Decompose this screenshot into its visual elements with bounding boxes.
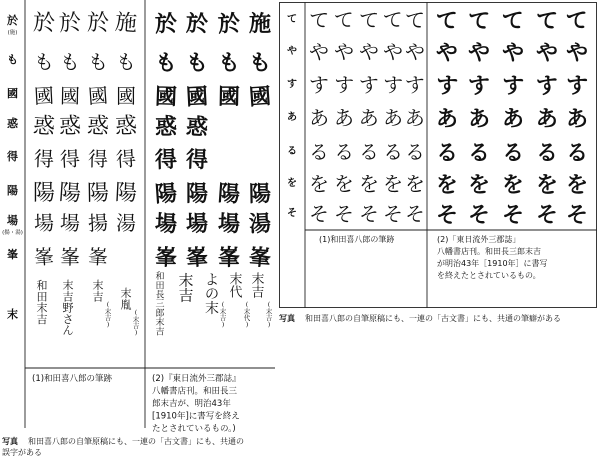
left-table-figure (0, 0, 275, 434)
left-wada-sue-note-char: ) (134, 328, 138, 337)
left-document-glyph: 峯 (217, 245, 241, 271)
right-document-glyph: て (501, 7, 525, 35)
left-wada-glyph: 場 (59, 210, 81, 236)
left-document-glyph: 得 (185, 146, 209, 174)
left-wada-glyph: 於 (32, 10, 56, 37)
left-caption-title: 写真 (2, 437, 18, 446)
right-document-glyph: あ (565, 105, 589, 133)
right-wada-glyph: す (308, 72, 330, 98)
left-document-sue-signature (251, 271, 264, 300)
left-document-glyph: 國 (217, 83, 241, 111)
right-wada-glyph: や (333, 39, 355, 65)
right-document-glyph: す (501, 72, 525, 100)
left-wada-sue-signature-char: ん (62, 324, 74, 338)
left-wada-glyph: 陽 (32, 181, 56, 206)
left-wada-glyph: 峯 (33, 244, 55, 270)
left-wada-glyph: 得 (87, 146, 109, 172)
right-document-glyph: る (435, 139, 459, 167)
right-document-glyph: や (501, 39, 525, 67)
right-document-glyph: や (565, 39, 589, 67)
left-wada-sue-signature (121, 286, 132, 311)
right-document-glyph: る (565, 139, 589, 167)
left-document-glyph: 峯 (185, 244, 209, 272)
right-wada-glyph: あ (334, 106, 354, 130)
left-wada-sue-signature-char: 吉 (36, 312, 48, 326)
left-wada-glyph: も (59, 49, 81, 75)
right-document-glyph: を (435, 171, 459, 199)
left-document-glyph: 施 (248, 11, 272, 37)
right-row-header: そ (287, 208, 297, 219)
right-wada-glyph: す (404, 72, 426, 98)
right-row-header: や (287, 46, 297, 57)
right-wada-glyph: を (382, 171, 404, 197)
right-document-glyph: や (467, 40, 491, 66)
left-document-sue-signature (205, 272, 219, 317)
left-wada-glyph: 於 (86, 11, 110, 36)
right-document-glyph: そ (501, 201, 525, 229)
left-wada-glyph: 峯 (87, 244, 109, 270)
left-wada-sue-signature-char: さ (62, 312, 74, 326)
right-document-glyph: あ (535, 105, 559, 133)
left-document-sue-note-char: ) (267, 320, 271, 329)
left-row-header: 場 (7, 214, 18, 227)
left-wada-glyph: 國 (116, 84, 136, 108)
left-document-glyph: 峯 (248, 244, 272, 272)
left-document-glyph: 惑 (154, 114, 178, 140)
left-wada-sue-signature-char: 田 (36, 290, 48, 304)
left-wada-sue-signature-char: 胤 (120, 298, 132, 312)
left-document-glyph: 得 (154, 146, 178, 174)
right-wada-glyph: を (308, 171, 330, 197)
left-wada-glyph: 陽 (86, 180, 110, 207)
right-document-glyph: て (435, 7, 459, 35)
left-document-sue-note (244, 301, 251, 329)
right-document-glyph: す (467, 72, 491, 100)
left-document-sue-note-char: 末 (265, 307, 273, 316)
left-wada-sue-note-char: 末 (104, 307, 112, 316)
right-row-header: す (287, 79, 297, 90)
left-caption-line2: 誤字がある (2, 448, 42, 457)
right-wada-glyph: て (333, 7, 355, 33)
left-wada-glyph: 湯 (115, 210, 137, 236)
left-wada-kihachiro-glyphs (32, 10, 138, 269)
right-wada-glyph: て (358, 7, 380, 33)
left-wada-sue-signature-char: 末 (36, 301, 48, 315)
left-document-glyph: 場 (154, 210, 178, 238)
left-wada-glyph: も (87, 49, 109, 75)
left-document-sue-signature (155, 271, 164, 337)
left-wada-glyph: 場 (33, 210, 55, 236)
right-wada-glyph: や (382, 39, 404, 65)
left-wada-glyph: 得 (33, 146, 55, 172)
left-document-sue-signature-char: 郎 (155, 308, 165, 319)
right-wada-glyph: や (404, 39, 426, 65)
left-document-glyph: も (217, 49, 241, 77)
left-wada-glyph: 施 (114, 10, 138, 37)
right-document-glyph: そ (535, 201, 559, 229)
left-wada-sue-note (105, 301, 112, 329)
right-wada-glyph: や (309, 40, 329, 64)
right-document-glyph: す (565, 72, 589, 100)
left-footer-handwriting-label: (1)和田喜八郎の筆跡 (32, 374, 113, 384)
left-document-sue-signature-char: よ (205, 272, 219, 289)
left-document-sue-signature-char: 和 (155, 272, 165, 283)
right-wada-glyph: あ (404, 105, 426, 131)
right-document-glyph: や (435, 39, 459, 67)
left-row-header: 陽 (7, 184, 18, 197)
left-document-glyph: 於 (154, 10, 178, 38)
left-wada-sue-signature-char: 吉 (92, 290, 104, 304)
right-document-glyph: そ (565, 201, 589, 229)
left-wada-sue-note-char: 吉 (132, 321, 140, 330)
left-wada-glyph: 惑 (32, 113, 56, 140)
right-row-header: を (287, 178, 297, 189)
left-document-sue-signatures (155, 271, 272, 337)
left-row-header-sub: (施) (7, 30, 18, 36)
right-document-glyph: を (467, 171, 491, 199)
left-wada-glyph: 得 (59, 146, 81, 172)
left-document-sue-signature-char: 田 (155, 281, 165, 292)
left-footer-source-line: (2)『東日流外三郡誌』 (152, 374, 241, 384)
right-wada-glyph: あ (358, 105, 380, 131)
right-tsugaru-document-glyphs (435, 7, 589, 228)
left-document-sue-note-char: 末 (243, 307, 251, 316)
right-photo-caption (279, 313, 561, 324)
right-footer-handwriting-label: (1)和田喜八郎の筆跡 (319, 235, 395, 244)
left-footer-source-line: たとされているもの。) (152, 424, 236, 434)
left-document-sue-signature (229, 271, 242, 300)
right-document-glyph: そ (435, 201, 459, 229)
left-wada-sue-note-char: ( (134, 308, 138, 317)
left-wada-sue-signature-char: 末 (62, 279, 74, 293)
right-wada-glyph: あ (382, 105, 404, 131)
left-wada-glyph: 於 (58, 10, 82, 37)
right-caption-title: 写真 (279, 314, 295, 323)
left-row-header: 國 (7, 87, 18, 100)
left-document-glyph: 場 (217, 210, 241, 238)
left-document-glyph: 陽 (217, 180, 241, 208)
left-wada-sue-signature-char: 末 (92, 279, 104, 293)
right-wada-glyph: あ (308, 105, 330, 131)
left-wada-glyph: 得 (115, 146, 137, 172)
left-wada-glyph: 國 (59, 83, 81, 109)
left-wada-sue-signature-char: 和 (36, 279, 48, 293)
right-wada-kihachiro-glyphs (308, 7, 426, 226)
left-document-glyph: 國 (248, 83, 272, 111)
left-wada-glyph: 揚 (87, 210, 109, 236)
left-wada-sue-note-char: 末 (132, 315, 140, 324)
right-caption-line1: 和田喜八郎の自筆原稿にも、一連の「古文書」にも、共通の筆癖がある (305, 314, 561, 323)
left-wada-glyph: 惑 (114, 113, 138, 140)
left-wada-sue-note (133, 309, 140, 337)
right-wada-glyph: る (382, 139, 404, 165)
right-wada-glyph: を (404, 171, 426, 197)
left-document-glyph: 陽 (154, 180, 178, 208)
left-document-glyph: 場 (185, 210, 209, 238)
right-wada-glyph: て (405, 8, 425, 32)
left-row-header: 於 (7, 14, 18, 27)
left-wada-sue-signature-char: 吉 (62, 290, 74, 304)
left-document-sue-note (220, 301, 227, 329)
left-document-sue-note-char: ) (245, 320, 249, 329)
left-document-sue-signature-char: 末 (155, 318, 165, 329)
right-wada-glyph: そ (308, 201, 330, 227)
right-footer-source-line: を終えたとされているもの。 (437, 271, 541, 280)
left-document-sue-signature-char: 末 (229, 272, 243, 288)
left-document-sue-note-char: 吉 (219, 313, 227, 322)
left-row-header: 惑 (7, 117, 18, 130)
right-footer-source-line: が明治43年［1910年］に書写 (437, 259, 548, 268)
left-row-header: 末 (7, 308, 18, 321)
left-row-header: も (7, 53, 18, 66)
right-document-glyph: や (535, 39, 559, 67)
left-document-sue-signature-char: 末 (251, 272, 265, 288)
right-wada-glyph: そ (404, 201, 426, 227)
left-document-glyph: 惑 (185, 113, 209, 141)
left-document-glyph: 陽 (248, 180, 272, 208)
left-document-sue-signature-char: の (205, 286, 219, 303)
left-wada-glyph: 惑 (58, 113, 82, 140)
left-footer-source-line: 郎末吉が、明治43年 (152, 399, 231, 409)
right-row-header: て (287, 14, 297, 25)
right-footer-source-note (437, 234, 548, 280)
left-wada-glyph: も (33, 49, 55, 75)
left-footer-source-note (152, 373, 241, 434)
left-wada-sue-signature-char: 野 (62, 301, 74, 315)
left-wada-glyph: 峯 (60, 245, 80, 269)
right-wada-glyph: る (308, 139, 330, 165)
left-document-glyph: 湯 (248, 210, 272, 238)
left-document-sue-signature-char: 長 (155, 290, 165, 301)
right-document-glyph: る (535, 139, 559, 167)
left-wada-sue-note-char: ( (106, 300, 110, 309)
right-wada-glyph: そ (358, 201, 380, 227)
left-wada-sue-signatures (37, 278, 140, 337)
left-document-sue-signature-char: 代 (229, 285, 243, 301)
right-document-glyph: す (535, 72, 559, 100)
left-document-sue-signature (178, 271, 193, 304)
left-tsugaru-document-glyphs (154, 10, 272, 271)
right-document-glyph: す (435, 72, 459, 100)
left-photo-caption (2, 436, 244, 458)
right-wada-glyph: そ (333, 201, 355, 227)
right-wada-glyph: す (382, 72, 404, 98)
left-wada-glyph: も (115, 49, 137, 75)
right-document-glyph: て (467, 7, 491, 35)
left-document-glyph: 峯 (154, 244, 178, 272)
right-footer-source-line: 八幡書店刊。和田長三郎末吉 (437, 247, 541, 256)
left-document-glyph: 國 (185, 83, 209, 111)
left-wada-sue-signature-char: 末 (120, 287, 132, 301)
right-wada-glyph: る (333, 139, 355, 165)
left-document-sue-note-char: 吉 (265, 313, 273, 322)
right-wada-glyph: す (358, 72, 380, 98)
left-wada-glyph: 國 (87, 83, 109, 109)
left-row-header-sub: (揚・湯) (2, 230, 23, 236)
right-wada-glyph: る (358, 139, 380, 165)
left-document-glyph: も (154, 49, 178, 77)
left-document-sue-signature-char: 末 (178, 271, 194, 290)
left-document-sue-signature-char: 吉 (251, 285, 265, 301)
left-document-sue-note-char: ( (245, 300, 249, 309)
right-document-glyph: あ (435, 105, 459, 133)
left-document-sue-signature-char: 吉 (178, 286, 194, 305)
left-document-sue-signature-char: 吉 (155, 327, 165, 338)
left-footer-source-line: [1910年]に書写を終え (152, 411, 240, 422)
left-wada-glyph: 陽 (58, 180, 82, 207)
right-wada-glyph: そ (382, 201, 404, 227)
left-document-glyph: 國 (154, 83, 178, 111)
right-document-glyph: あ (467, 105, 491, 133)
right-wada-glyph: て (308, 7, 330, 33)
left-document-sue-signature-char: 末 (205, 300, 219, 317)
right-wada-glyph: て (382, 7, 404, 33)
left-wada-glyph: 惑 (86, 113, 110, 140)
right-document-glyph: る (467, 139, 491, 167)
left-wada-glyph: 國 (33, 83, 55, 109)
left-document-glyph: 於 (217, 10, 241, 38)
left-wada-glyph: 陽 (114, 180, 138, 207)
right-wada-glyph: や (358, 39, 380, 65)
left-wada-sue-note-char: ) (106, 320, 110, 329)
left-wada-sue-signature (93, 278, 104, 303)
left-wada-sue-signature (37, 279, 48, 326)
left-row-headers (2, 13, 23, 321)
left-document-sue-note (266, 301, 273, 329)
right-footer-source-line: (2)「東日流外三郡誌」 (437, 235, 521, 244)
left-document-sue-signature-char: 三 (155, 299, 165, 310)
right-wada-glyph: を (333, 171, 355, 197)
left-wada-sue-signature (63, 278, 74, 337)
left-caption-line1: 和田喜八郎の自筆原稿にも、一連の「古文書」にも、共通の (28, 437, 244, 446)
right-row-headers (287, 14, 297, 219)
left-footer-source-line: 八幡書店刊。和田長三 (152, 386, 238, 397)
left-document-glyph: 陽 (185, 181, 209, 207)
left-row-header: 得 (7, 150, 18, 163)
left-wada-sue-note-char: 吉 (104, 313, 112, 322)
left-row-header: 峯 (7, 248, 18, 261)
left-document-sue-note-char: ) (221, 320, 225, 329)
right-document-glyph: て (535, 7, 559, 35)
right-table-figure (279, 2, 597, 308)
left-comparison-table (0, 0, 275, 434)
right-wada-glyph: す (333, 72, 355, 98)
right-comparison-table (279, 2, 597, 308)
right-document-glyph: あ (501, 106, 525, 132)
right-wada-glyph: を (359, 172, 379, 196)
left-document-sue-note-char: ( (267, 300, 271, 309)
left-document-glyph: 於 (185, 10, 209, 38)
right-document-glyph: て (565, 7, 589, 35)
left-document-sue-note-char: 代 (243, 313, 251, 322)
right-document-glyph: そ (467, 201, 491, 229)
left-document-glyph: も (248, 49, 272, 77)
right-document-glyph: を (535, 172, 559, 198)
right-row-header: る (287, 146, 297, 157)
left-document-glyph: も (185, 49, 209, 77)
left-document-sue-note-char: 末 (219, 307, 227, 316)
right-row-header: あ (287, 112, 297, 123)
right-document-glyph: を (565, 171, 589, 199)
right-document-glyph: る (501, 139, 525, 167)
left-document-sue-note-char: ( (221, 300, 225, 309)
right-wada-glyph: る (404, 139, 426, 165)
right-document-glyph: を (501, 171, 525, 199)
